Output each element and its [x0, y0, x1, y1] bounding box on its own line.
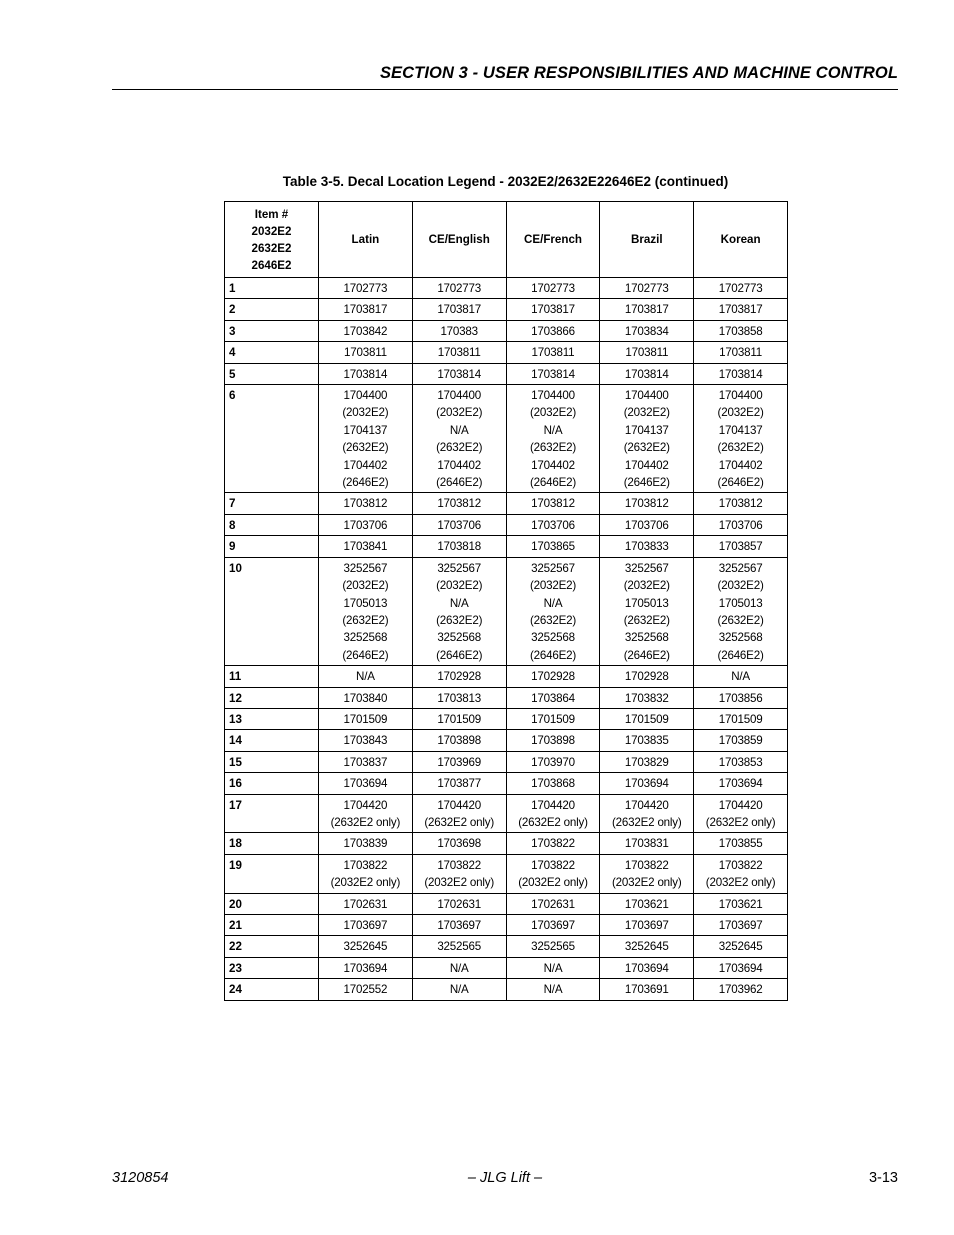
ce-french-cell: 1703865 — [506, 536, 600, 557]
footer-doc-number: 3120854 — [112, 1170, 169, 1186]
korean-cell: 1703706 — [694, 514, 788, 535]
korean-cell: 1704400 (2032E2) 1704137 (2632E2) 1704402 (2646E2) — [694, 385, 788, 493]
ce-english-cell: 3252567 (2032E2) N/A (2632E2) 3252568 (2646E2) — [412, 557, 506, 665]
ce-english-cell: 1703813 — [412, 687, 506, 708]
ce-english-cell: 1703822 (2032E2 only) — [412, 854, 506, 893]
table-row — [225, 363, 788, 384]
ce-french-cell: 1703868 — [506, 773, 600, 794]
latin-cell: 1703839 — [319, 833, 413, 854]
brazil-cell: 1703822 (2032E2 only) — [600, 854, 694, 893]
table-row — [225, 794, 788, 833]
korean-cell: 1701509 — [694, 708, 788, 729]
header-ce-french: CE/French — [506, 202, 600, 278]
item-number-cell: 16 — [225, 773, 319, 794]
ce-english-cell: 1703697 — [412, 915, 506, 936]
table-body — [225, 278, 788, 1001]
table-row — [225, 893, 788, 914]
item-number-cell: 8 — [225, 514, 319, 535]
ce-english-cell: N/A — [412, 979, 506, 1000]
latin-cell: 1703817 — [319, 299, 413, 320]
ce-english-cell: 1703814 — [412, 363, 506, 384]
korean-cell: 3252567 (2032E2) 1705013 (2632E2) 3252568 (2646E2) — [694, 557, 788, 665]
brazil-cell: 1703814 — [600, 363, 694, 384]
header-divider — [112, 89, 898, 90]
korean-cell: 1703697 — [694, 915, 788, 936]
latin-cell: 1703811 — [319, 342, 413, 363]
korean-cell: 1702773 — [694, 278, 788, 299]
table-row — [225, 536, 788, 557]
item-number-cell: 7 — [225, 493, 319, 514]
table-row — [225, 708, 788, 729]
header-ce-english: CE/English — [412, 202, 506, 278]
korean-cell: 1703962 — [694, 979, 788, 1000]
ce-english-cell: 1703812 — [412, 493, 506, 514]
table-row — [225, 833, 788, 854]
item-number-cell: 24 — [225, 979, 319, 1000]
ce-french-cell: 1703697 — [506, 915, 600, 936]
ce-french-cell: 1703864 — [506, 687, 600, 708]
item-number-cell: 21 — [225, 915, 319, 936]
item-number-cell: 5 — [225, 363, 319, 384]
item-number-cell: 14 — [225, 730, 319, 751]
latin-cell: 1703694 — [319, 957, 413, 978]
ce-english-cell: 1703817 — [412, 299, 506, 320]
latin-cell: 1703842 — [319, 320, 413, 341]
korean-cell: 1703855 — [694, 833, 788, 854]
brazil-cell: 3252645 — [600, 936, 694, 957]
latin-cell: 1701509 — [319, 708, 413, 729]
table-row — [225, 493, 788, 514]
ce-french-cell: 1703970 — [506, 751, 600, 772]
table-row — [225, 751, 788, 772]
table-row — [225, 514, 788, 535]
brazil-cell: 1702928 — [600, 666, 694, 687]
item-number-cell: 23 — [225, 957, 319, 978]
brazil-cell: 1703817 — [600, 299, 694, 320]
item-number-cell: 20 — [225, 893, 319, 914]
ce-french-cell: 1703814 — [506, 363, 600, 384]
table-row — [225, 385, 788, 493]
korean-cell: 1703853 — [694, 751, 788, 772]
item-number-cell: 11 — [225, 666, 319, 687]
table-row — [225, 299, 788, 320]
table-row — [225, 557, 788, 665]
item-number-cell: 6 — [225, 385, 319, 493]
latin-cell: 1703837 — [319, 751, 413, 772]
table-row — [225, 342, 788, 363]
latin-cell: 1703843 — [319, 730, 413, 751]
latin-cell: 1703841 — [319, 536, 413, 557]
ce-french-cell: 1704420 (2632E2 only) — [506, 794, 600, 833]
item-number-cell: 3 — [225, 320, 319, 341]
latin-cell: 1703812 — [319, 493, 413, 514]
header-latin: Latin — [319, 202, 413, 278]
item-number-cell: 22 — [225, 936, 319, 957]
latin-cell: 1704420 (2632E2 only) — [319, 794, 413, 833]
ce-french-cell: N/A — [506, 979, 600, 1000]
latin-cell: 1703697 — [319, 915, 413, 936]
brazil-cell: 1703833 — [600, 536, 694, 557]
footer-page-number: 3-13 — [868, 1170, 898, 1186]
item-number-cell: 19 — [225, 854, 319, 893]
brazil-cell: 1703706 — [600, 514, 694, 535]
korean-cell: 3252645 — [694, 936, 788, 957]
table-row — [225, 687, 788, 708]
brazil-cell: 1703621 — [600, 893, 694, 914]
ce-english-cell: 1702928 — [412, 666, 506, 687]
brazil-cell: 1703694 — [600, 773, 694, 794]
table-row — [225, 915, 788, 936]
table-row — [225, 278, 788, 299]
ce-french-cell: 1703898 — [506, 730, 600, 751]
brazil-cell: 1701509 — [600, 708, 694, 729]
brazil-cell: 1703832 — [600, 687, 694, 708]
ce-english-cell: 1703877 — [412, 773, 506, 794]
table-row — [225, 979, 788, 1000]
brazil-cell: 1703835 — [600, 730, 694, 751]
ce-english-cell: 1703898 — [412, 730, 506, 751]
ce-french-cell: 1703866 — [506, 320, 600, 341]
section-header: SECTION 3 - USER RESPONSIBILITIES AND MACHINE CONTROL — [379, 64, 898, 82]
ce-english-cell: 1703811 — [412, 342, 506, 363]
latin-cell: 1702552 — [319, 979, 413, 1000]
ce-english-cell: 170383 — [412, 320, 506, 341]
korean-cell: 1703858 — [694, 320, 788, 341]
latin-cell: 1703694 — [319, 773, 413, 794]
table-title: Table 3-5. Decal Location Legend - 2032E2/2632E22646E2 (continued) — [282, 174, 729, 189]
brazil-cell: 1703691 — [600, 979, 694, 1000]
korean-cell: 1703812 — [694, 493, 788, 514]
ce-french-cell: 3252567 (2032E2) N/A (2632E2) 3252568 (2646E2) — [506, 557, 600, 665]
ce-french-cell: 1703822 — [506, 833, 600, 854]
ce-english-cell: 1703706 — [412, 514, 506, 535]
korean-cell: 1703694 — [694, 957, 788, 978]
korean-cell: 1703817 — [694, 299, 788, 320]
brazil-cell: 1703831 — [600, 833, 694, 854]
table-row — [225, 936, 788, 957]
ce-english-cell: 1702773 — [412, 278, 506, 299]
table-row — [225, 666, 788, 687]
korean-cell: 1704420 (2632E2 only) — [694, 794, 788, 833]
header-korean: Korean — [694, 202, 788, 278]
korean-cell: 1703811 — [694, 342, 788, 363]
ce-english-cell: 1703818 — [412, 536, 506, 557]
ce-english-cell: 1701509 — [412, 708, 506, 729]
ce-french-cell: 1702773 — [506, 278, 600, 299]
ce-french-cell: 1702928 — [506, 666, 600, 687]
ce-english-cell: 1704420 (2632E2 only) — [412, 794, 506, 833]
header-item-number: Item # 2032E2 2632E2 2646E2 — [225, 202, 319, 278]
header-brazil: Brazil — [600, 202, 694, 278]
latin-cell: 1703814 — [319, 363, 413, 384]
table-row — [225, 730, 788, 751]
table-row — [225, 320, 788, 341]
brazil-cell: 1703694 — [600, 957, 694, 978]
item-number-cell: 2 — [225, 299, 319, 320]
brazil-cell: 1703697 — [600, 915, 694, 936]
brazil-cell: 1703812 — [600, 493, 694, 514]
korean-cell: 1703859 — [694, 730, 788, 751]
item-number-cell: 9 — [225, 536, 319, 557]
item-number-cell: 13 — [225, 708, 319, 729]
korean-cell: 1703857 — [694, 536, 788, 557]
ce-french-cell: 1703706 — [506, 514, 600, 535]
table-row — [225, 773, 788, 794]
korean-cell: 1703621 — [694, 893, 788, 914]
brazil-cell: 1703834 — [600, 320, 694, 341]
brazil-cell: 1703811 — [600, 342, 694, 363]
item-number-cell: 4 — [225, 342, 319, 363]
table-row — [225, 957, 788, 978]
korean-cell: N/A — [694, 666, 788, 687]
latin-cell: 3252645 — [319, 936, 413, 957]
ce-french-cell: 1701509 — [506, 708, 600, 729]
ce-english-cell: N/A — [412, 957, 506, 978]
item-number-cell: 17 — [225, 794, 319, 833]
latin-cell: 1702631 — [319, 893, 413, 914]
table-row — [225, 854, 788, 893]
ce-french-cell: N/A — [506, 957, 600, 978]
brazil-cell: 1703829 — [600, 751, 694, 772]
item-number-cell: 1 — [225, 278, 319, 299]
ce-french-cell: 1704400 (2032E2) N/A (2632E2) 1704402 (2646E2) — [506, 385, 600, 493]
latin-cell: 3252567 (2032E2) 1705013 (2632E2) 3252568 (2646E2) — [319, 557, 413, 665]
ce-english-cell: 1704400 (2032E2) N/A (2632E2) 1704402 (2646E2) — [412, 385, 506, 493]
ce-english-cell: 1703969 — [412, 751, 506, 772]
korean-cell: 1703856 — [694, 687, 788, 708]
ce-english-cell: 1702631 — [412, 893, 506, 914]
korean-cell: 1703822 (2032E2 only) — [694, 854, 788, 893]
item-number-cell: 12 — [225, 687, 319, 708]
brazil-cell: 1704420 (2632E2 only) — [600, 794, 694, 833]
brazil-cell: 1704400 (2032E2) 1704137 (2632E2) 1704402 (2646E2) — [600, 385, 694, 493]
ce-french-cell: 1703811 — [506, 342, 600, 363]
brazil-cell: 3252567 (2032E2) 1705013 (2632E2) 3252568 (2646E2) — [600, 557, 694, 665]
latin-cell: N/A — [319, 666, 413, 687]
ce-english-cell: 1703698 — [412, 833, 506, 854]
ce-english-cell: 3252565 — [412, 936, 506, 957]
korean-cell: 1703694 — [694, 773, 788, 794]
latin-cell: 1704400 (2032E2) 1704137 (2632E2) 1704402 (2646E2) — [319, 385, 413, 493]
ce-french-cell: 3252565 — [506, 936, 600, 957]
korean-cell: 1703814 — [694, 363, 788, 384]
ce-french-cell: 1703812 — [506, 493, 600, 514]
latin-cell: 1702773 — [319, 278, 413, 299]
ce-french-cell: 1703817 — [506, 299, 600, 320]
item-number-cell: 18 — [225, 833, 319, 854]
item-number-cell: 15 — [225, 751, 319, 772]
latin-cell: 1703840 — [319, 687, 413, 708]
ce-french-cell: 1702631 — [506, 893, 600, 914]
latin-cell: 1703706 — [319, 514, 413, 535]
ce-french-cell: 1703822 (2032E2 only) — [506, 854, 600, 893]
footer-brand: – JLG Lift – — [467, 1170, 543, 1186]
table-header-row — [225, 202, 788, 278]
item-number-cell: 10 — [225, 557, 319, 665]
brazil-cell: 1702773 — [600, 278, 694, 299]
latin-cell: 1703822 (2032E2 only) — [319, 854, 413, 893]
decal-legend-table — [224, 201, 788, 1001]
